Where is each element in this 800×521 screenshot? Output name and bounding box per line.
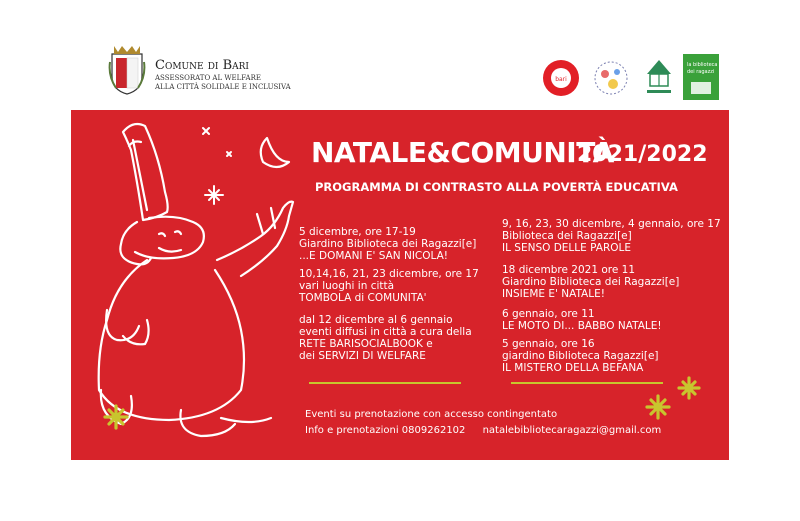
event-left-3 [299, 314, 472, 362]
progetto-citta-logo-icon [643, 54, 675, 100]
svg-text:bari: bari [555, 76, 567, 83]
divider-left [309, 382, 461, 384]
event-date: 9, 16, 23, 30 dicembre, 4 gennaio, ore 17 [502, 218, 721, 230]
event-place: giardino Biblioteca Ragazzi[e] [502, 350, 659, 362]
svg-text:la biblioteca: la biblioteca [687, 62, 718, 68]
header [0, 0, 800, 100]
event-title: IL MISTERO DELLA BEFANA [502, 362, 644, 374]
event-date: 5 gennaio, ore 16 [502, 338, 595, 350]
event-place: Giardino Biblioteca dei Ragazzi[e] [299, 238, 477, 250]
footer-email: natalebibliotecaragazzi@gmail.com [482, 425, 662, 436]
footer-info-label: Info e prenotazioni [305, 425, 399, 436]
footer-phone: 0809262102 [401, 425, 466, 436]
footer-contacts [305, 423, 661, 439]
event-right-1 [502, 218, 721, 254]
event-left-2 [299, 268, 479, 304]
divider-right [511, 382, 663, 384]
comune-sub-line1: ASSESSORATO AL WELFARE [155, 74, 261, 82]
biblioteca-ragazzi-logo-icon [587, 54, 635, 104]
event-title: IL SENSO DELLE PAROLE [502, 242, 631, 254]
poster-panel [71, 110, 729, 460]
event-right-3 [502, 308, 662, 332]
event-right-4 [502, 338, 659, 374]
event-place: vari luoghi in città [299, 280, 395, 292]
poster-subtitle: PROGRAMMA DI CONTRASTO ALLA POVERTÀ EDUCATIVA [315, 180, 678, 194]
biblioteca-dei-ragazzi-logo-icon [683, 54, 719, 100]
barisocialbook-logo-icon [541, 58, 581, 98]
event-place: Giardino Biblioteca dei Ragazzi[e] [502, 276, 680, 288]
svg-text:dei ragazzi: dei ragazzi [687, 69, 715, 75]
event-date: 5 dicembre, ore 17-19 [299, 226, 416, 238]
poster-title: NATALE&COMUNITÀ [311, 136, 614, 169]
event-place: eventi diffusi in città a cura della [299, 326, 472, 338]
event-place: Biblioteca dei Ragazzi[e] [502, 230, 632, 242]
comune-subtitle [155, 74, 291, 92]
event-left-1 [299, 226, 476, 262]
event-date: 10,14,16, 21, 23 dicembre, ore 17 [299, 268, 479, 280]
footer-booking-note: Eventi su prenotazione con accesso contingentato [305, 409, 558, 420]
event-date: dal 12 dicembre al 6 gennaio [299, 314, 453, 326]
poster-footer [305, 407, 661, 439]
event-title: TOMBOLA di COMUNITA' [299, 292, 427, 304]
comune-title: Comune di Bari [155, 58, 249, 73]
comune-bari-crest-icon [108, 44, 146, 96]
poster-year: 2021/2022 [577, 142, 708, 167]
event-date: 18 dicembre 2021 ore 11 [502, 264, 636, 276]
event-title: RETE BARISOCIALBOOK e [299, 338, 433, 350]
event-title: dei SERVIZI DI WELFARE [299, 350, 426, 362]
event-title: ...E DOMANI E' SAN NICOLA! [299, 250, 448, 262]
comune-sub-line2: ALLA CITTÀ SOLIDALE E INCLUSIVA [155, 83, 291, 91]
event-title: INSIEME E' NATALE! [502, 288, 605, 300]
event-right-2 [502, 264, 679, 300]
event-title: LE MOTO DI... BABBO NATALE! [502, 320, 662, 332]
event-date: 6 gennaio, ore 11 [502, 308, 595, 320]
